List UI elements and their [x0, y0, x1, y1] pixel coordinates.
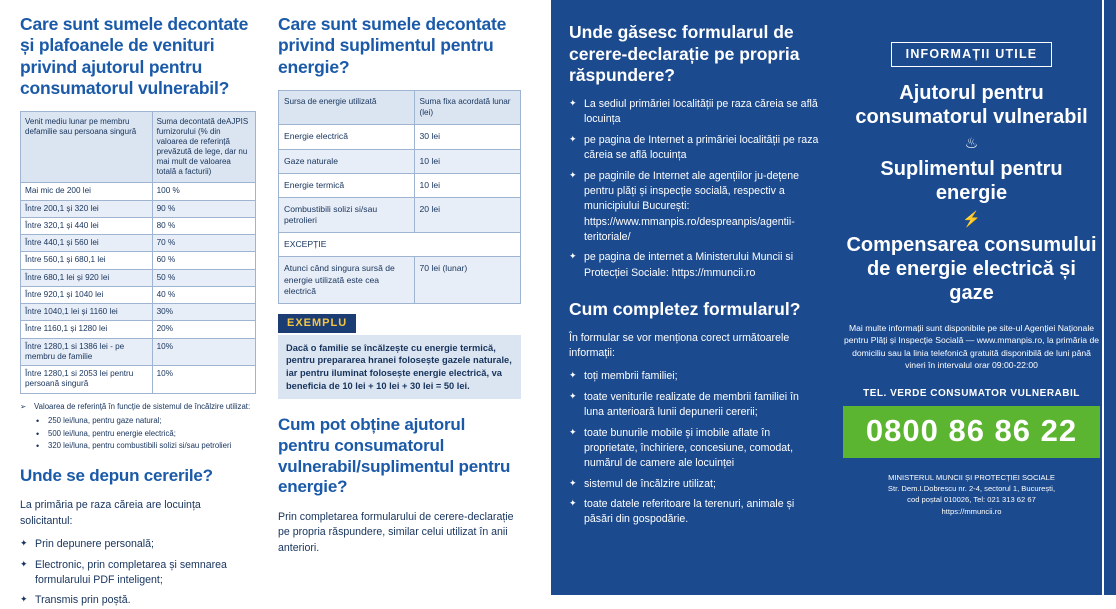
- list-item[interactable]: ✦ pe pagina de internet a Ministerului Muncii si Protecției Sociale: https://mmuncii.ro: [569, 250, 819, 281]
- cell-value: 70 %: [152, 235, 255, 252]
- table-header-row: [279, 91, 521, 125]
- list-item: ✦ sistemul de încălzire utilizat;: [569, 477, 819, 492]
- table-row-exception-label: [279, 233, 521, 257]
- list-item: ✦ Prin depunere personală;: [20, 537, 256, 552]
- list-item: ✦ La sediul primăriei localității pe raza căreia se află locuința: [569, 97, 819, 128]
- cover-title-1: Ajutorul pentru consumatorul vulnerabil: [855, 82, 1088, 129]
- cell-income: Între 1160,1 și 1280 lei: [21, 321, 153, 338]
- cell-income: Între 560,1 și 680,1 lei: [21, 252, 153, 269]
- cell-income: Între 1040,1 lei și 1160 lei: [21, 304, 153, 321]
- table-row: [279, 125, 521, 149]
- th-source: Sursa de energie utilizată: [279, 91, 415, 125]
- cell-source: Combustibili solizi si/sau petrolieri: [279, 197, 415, 232]
- note-intro: Valoarea de referință în funcție de sistemul de încălzire utilizat:: [34, 401, 251, 411]
- cell-source: Energie termică: [279, 173, 415, 197]
- th-income: Venit mediu lunar pe membru defamilie sau persoana singură: [21, 112, 153, 183]
- form-locations-list: [569, 97, 819, 281]
- cell-value: 10 lei: [414, 173, 520, 197]
- table-row: [21, 321, 256, 338]
- table-row: [21, 269, 256, 286]
- table-row: [21, 338, 256, 366]
- cell-source: Atunci când singura sursă de energie utilizată este cea electrică: [279, 257, 415, 304]
- list-item: ✦ toți membrii familiei;: [569, 369, 819, 384]
- cell-value: 100 %: [152, 183, 255, 200]
- table-header-row: [21, 112, 256, 183]
- list-item: • 320 lei/luna, pentru combustibili solizi si/sau petrolieri: [34, 441, 256, 452]
- phone-number[interactable]: 0800 86 86 22: [843, 406, 1100, 458]
- col1-heading: Care sunt sumele decontate și plafoanele de venituri privind ajutorul pentru consumatorul vulnerabil?: [20, 14, 249, 99]
- cover-column: [833, 0, 1116, 595]
- footer-block: [843, 472, 1100, 518]
- table-row: [21, 183, 256, 200]
- col1-heading-2: Unde se depun cererile?: [20, 465, 213, 485]
- list-item: ✦ toate datele referitoare la terenuri, animale și păsări din gospodărie.: [569, 497, 819, 528]
- cell-value: 20%: [152, 321, 255, 338]
- amounts-income-table: [20, 111, 256, 393]
- cell-value: 60 %: [152, 252, 255, 269]
- table-row: [279, 197, 521, 232]
- cell-income: Între 1280,1 si 2053 lei pentru persoană singură: [21, 366, 153, 394]
- table-row: [21, 366, 256, 394]
- cell-value: 80 %: [152, 217, 255, 234]
- example-tag: EXEMPLU: [278, 314, 356, 333]
- list-item: ✦ toate bunurile mobile și imobile aflate în proprietate, închiriere, concesiune, comodat, numărul de camere ale locuinței: [569, 426, 819, 472]
- list-item: ✦ Electronic, prin completarea și semnarea formularului PDF inteligent;: [20, 558, 256, 589]
- column-one: [0, 0, 266, 607]
- col1-para-2: La primăria pe raza căreia are locuința solicitantul:: [20, 499, 201, 527]
- col2-para-2: Prin completarea formularului de cerere-declarație pe propria răspundere, similar celui utilizat în anii anteriori.: [278, 511, 514, 554]
- panel-divider: [1102, 0, 1104, 595]
- table-row: [21, 304, 256, 321]
- cell-value: 30%: [152, 304, 255, 321]
- th-amount: Suma decontată deAJPIS furnizorului (% din valoarea de referință prevăzută de lege, dar nu mai mult de valoarea totală a facturii): [152, 112, 255, 183]
- col3-heading: Unde găsesc formularul de cerere-declarație pe propria răspundere?: [569, 22, 800, 86]
- footer-line: cod poștal 010026, Tel: 021 313 62 67: [907, 495, 1036, 505]
- list-item: ✦ Transmis prin poștă.: [20, 593, 256, 608]
- table-row: [21, 217, 256, 234]
- bolt-icon: ⚡: [962, 210, 981, 228]
- list-item: ✦ pe pagina de Internet a primăriei localității pe raza căreia se află locuința: [569, 133, 819, 164]
- cover-note: Mai multe informații sunt disponibile pe site-ul Agenției Naționale pentru Plăți și Inspecție Socială — www.mmanpis.ro, la primăria de domiciliu sau la linia telefonică gratuită disponibilă de luni până vineri în intervalul orar 09:00-22:00: [843, 322, 1100, 371]
- white-section: [0, 0, 551, 607]
- cell-income: Între 1280,1 si 1386 lei - pe membru de familie: [21, 338, 153, 366]
- table-row-exception: [279, 257, 521, 304]
- cell-income: Între 920,1 și 1040 lei: [21, 286, 153, 303]
- info-badge: INFORMAȚII UTILE: [891, 42, 1053, 67]
- cell-value: 90 %: [152, 200, 255, 217]
- flame-icon: ♨: [964, 134, 979, 152]
- cell-value: 70 lei (lunar): [414, 257, 520, 304]
- cell-income: Între 440,1 și 560 lei: [21, 235, 153, 252]
- cell-value: 40 %: [152, 286, 255, 303]
- list-item: ✦ toate veniturile realizate de membrii familiei în luna anterioară lunii depunerii cererii;: [569, 390, 819, 421]
- reference-value-note: [20, 402, 256, 452]
- cell-value: 20 lei: [414, 197, 520, 232]
- column-two: [266, 0, 531, 595]
- table-row: [21, 200, 256, 217]
- table-row: [279, 149, 521, 173]
- example-box: Dacă o familie se încălzește cu energie termică, pentru prepararea hranei folosește gazele naturale, iar pentru iluminat folosește energie electrică, va beneficia de 10 lei + 10 lei + 30 lei = 50 lei.: [278, 335, 521, 399]
- footer-line: MINISTERUL MUNCII ȘI PROTECȚIEI SOCIALE: [888, 472, 1055, 482]
- cell-income: Între 680,1 lei și 920 lei: [21, 269, 153, 286]
- list-item: • 500 lei/luna, pentru energie electrică;: [34, 429, 256, 440]
- th-fixed-amount: Suma fixa acordată lunar (lei): [414, 91, 520, 125]
- cell-income: Între 200,1 și 320 lei: [21, 200, 153, 217]
- table-row: [21, 286, 256, 303]
- col2-heading: Care sunt sumele decontate privind suplimentul pentru energie?: [278, 14, 507, 77]
- footer-line[interactable]: https://mmuncii.ro: [941, 506, 1002, 516]
- note-sublist: [34, 416, 256, 452]
- footer-line: Str. Dem.I.Dobrescu nr. 2-4, sectorul 1, București,: [887, 483, 1056, 493]
- cell-value: 30 lei: [414, 125, 520, 149]
- col2-heading-2: Cum pot obține ajutorul pentru consumatorul vulnerabil/suplimentul pentru energie?: [278, 415, 511, 497]
- cell-income: Între 320,1 și 440 lei: [21, 217, 153, 234]
- table-row: [21, 252, 256, 269]
- cover-title-3: Compensarea consumului de energie electrică și gaze: [846, 233, 1097, 305]
- form-fields-list: [569, 369, 819, 527]
- cover-title-2: Suplimentul pentru energie: [880, 157, 1063, 205]
- cell-value: 10%: [152, 366, 255, 394]
- cell-value: 50 %: [152, 269, 255, 286]
- list-item: • 250 lei/luna, pentru gaze natural;: [34, 416, 256, 427]
- table-row: [279, 173, 521, 197]
- cell-value: 10 lei: [414, 149, 520, 173]
- phone-label: TEL. VERDE CONSUMATOR VULNERABIL: [863, 387, 1080, 399]
- cell-value: 10%: [152, 338, 255, 366]
- list-item[interactable]: ✦ pe paginile de Internet ale agențiilor ju-dețene pentru plăți și inspecție socială, respectiv a municipiului București: https://www.mmanpis.ro/despreanpis/agentii-teritoriale/: [569, 169, 819, 246]
- blue-section: [551, 0, 1116, 595]
- cell-source: Gaze naturale: [279, 149, 415, 173]
- column-three: [551, 0, 833, 595]
- table-row: [21, 235, 256, 252]
- submission-methods-list: [20, 537, 256, 608]
- col3-para-2: În formular se vor menționa corect următoarele informații:: [569, 331, 790, 360]
- cell-source: Energie electrică: [279, 125, 415, 149]
- cell-income: Mai mic de 200 lei: [21, 183, 153, 200]
- energy-supplement-table: [278, 90, 521, 304]
- col3-heading-2: Cum completez formularul?: [569, 299, 801, 320]
- exception-label: EXCEPȚIE: [279, 233, 521, 257]
